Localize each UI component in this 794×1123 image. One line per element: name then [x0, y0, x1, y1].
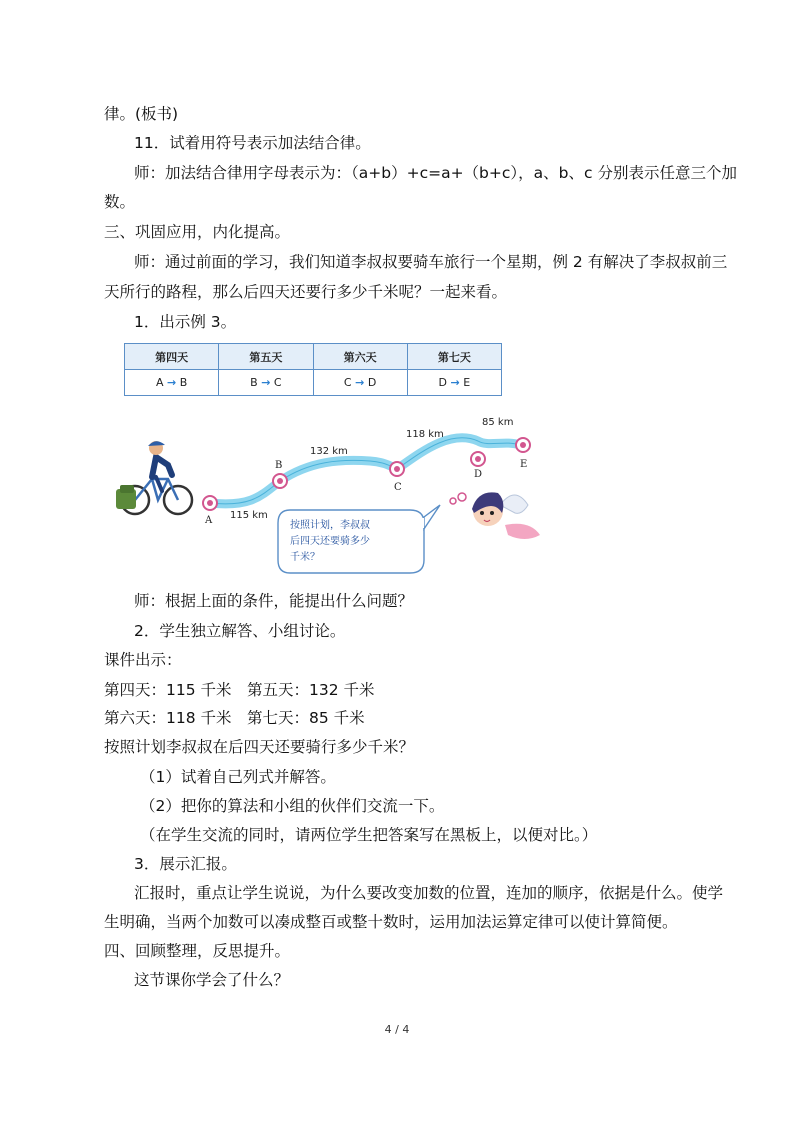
text-line: 按照计划李叔叔在后四天还要骑行多少千米？ — [104, 738, 415, 756]
table-cell: D → E — [407, 370, 501, 396]
route-illustration — [110, 405, 560, 580]
arrow-right-icon: → — [261, 376, 271, 389]
text-line: 这节课你学会了什么？ — [134, 971, 290, 989]
speech-bubble — [278, 505, 440, 573]
text-line: 2．学生独立解答、小组讨论。 — [134, 622, 346, 640]
cyclist-icon — [116, 441, 192, 514]
arrow-right-icon: → — [355, 376, 365, 389]
text-line: （2）把你的算法和小组的伙伴们交流一下。 — [140, 797, 445, 815]
text-line: 天所行的路程，那么后四天还要行多少千米呢？一起来看。 — [104, 283, 508, 301]
stop-marker — [516, 438, 530, 452]
speech-text: 按照计划，李叔叔 — [290, 520, 370, 531]
point-label: C — [394, 482, 402, 493]
speech-text: 千米？ — [290, 552, 320, 563]
text-line: 1．出示例 3。 — [134, 313, 237, 331]
text-line: （在学生交流的同时，请两位学生把答案写在黑板上，以便对比。） — [140, 826, 598, 844]
table-header: 第七天 — [407, 344, 501, 370]
text-line: 第六天：118 千米 第七天：85 千米 — [104, 709, 365, 727]
route-table — [124, 343, 502, 396]
point-label: A — [205, 515, 213, 526]
point-label: B — [275, 460, 283, 471]
stop-marker — [390, 462, 404, 476]
text-line: 11．试着用符号表示加法结合律。 — [134, 134, 371, 152]
text-line: 师：根据上面的条件，能提出什么问题？ — [134, 592, 414, 610]
arrow-right-icon: → — [450, 376, 460, 389]
point-label: E — [520, 459, 528, 470]
table-cell: B → C — [219, 370, 313, 396]
text-line: 第四天：115 千米 第五天：132 千米 — [104, 681, 375, 699]
point-label: D — [474, 469, 483, 480]
text-line: 数。 — [104, 193, 136, 211]
arrow-right-icon: → — [167, 376, 177, 389]
stop-marker — [273, 474, 287, 488]
page-number: 4 / 4 — [384, 1023, 410, 1036]
text-line: 生明确，当两个加数可以凑成整百或整十数时，运用加法运算定律可以使计算简便。 — [104, 913, 678, 931]
table-cell: C → D — [313, 370, 407, 396]
distance-label: 115 km — [230, 510, 268, 521]
table-header: 第五天 — [219, 344, 313, 370]
text-line: 师：通过前面的学习，我们知道李叔叔要骑车旅行一个星期，例 2 有解决了李叔叔前三 — [134, 253, 728, 271]
stop-marker — [203, 496, 217, 510]
distance-label: 118 km — [406, 429, 444, 440]
text-line: 律。(板书) — [104, 105, 179, 123]
table-header: 第四天 — [125, 344, 219, 370]
text-line: 汇报时，重点让学生说说，为什么要改变加数的位置，连加的顺序，依据是什么。使学 — [134, 884, 724, 902]
section-heading: 三、巩固应用，内化提高。 — [104, 223, 291, 241]
text-line: 师：加法结合律用字母表示为：（a+b）+c=a+（b+c），a、b、c 分别表示任意三个加 — [134, 164, 737, 182]
distance-label: 132 km — [310, 446, 348, 457]
cartoon-girl-icon — [450, 492, 540, 539]
stop-marker — [471, 452, 485, 466]
text-line: （1）试着自己列式并解答。 — [140, 768, 336, 786]
table-header: 第六天 — [313, 344, 407, 370]
speech-text: 后四天还要骑多少 — [290, 536, 370, 547]
table-cell: A → B — [125, 370, 219, 396]
distance-label: 85 km — [482, 417, 514, 428]
text-line: 3．展示汇报。 — [134, 855, 237, 873]
section-heading: 四、回顾整理，反思提升。 — [104, 942, 291, 960]
text-line: 课件出示： — [104, 651, 182, 669]
